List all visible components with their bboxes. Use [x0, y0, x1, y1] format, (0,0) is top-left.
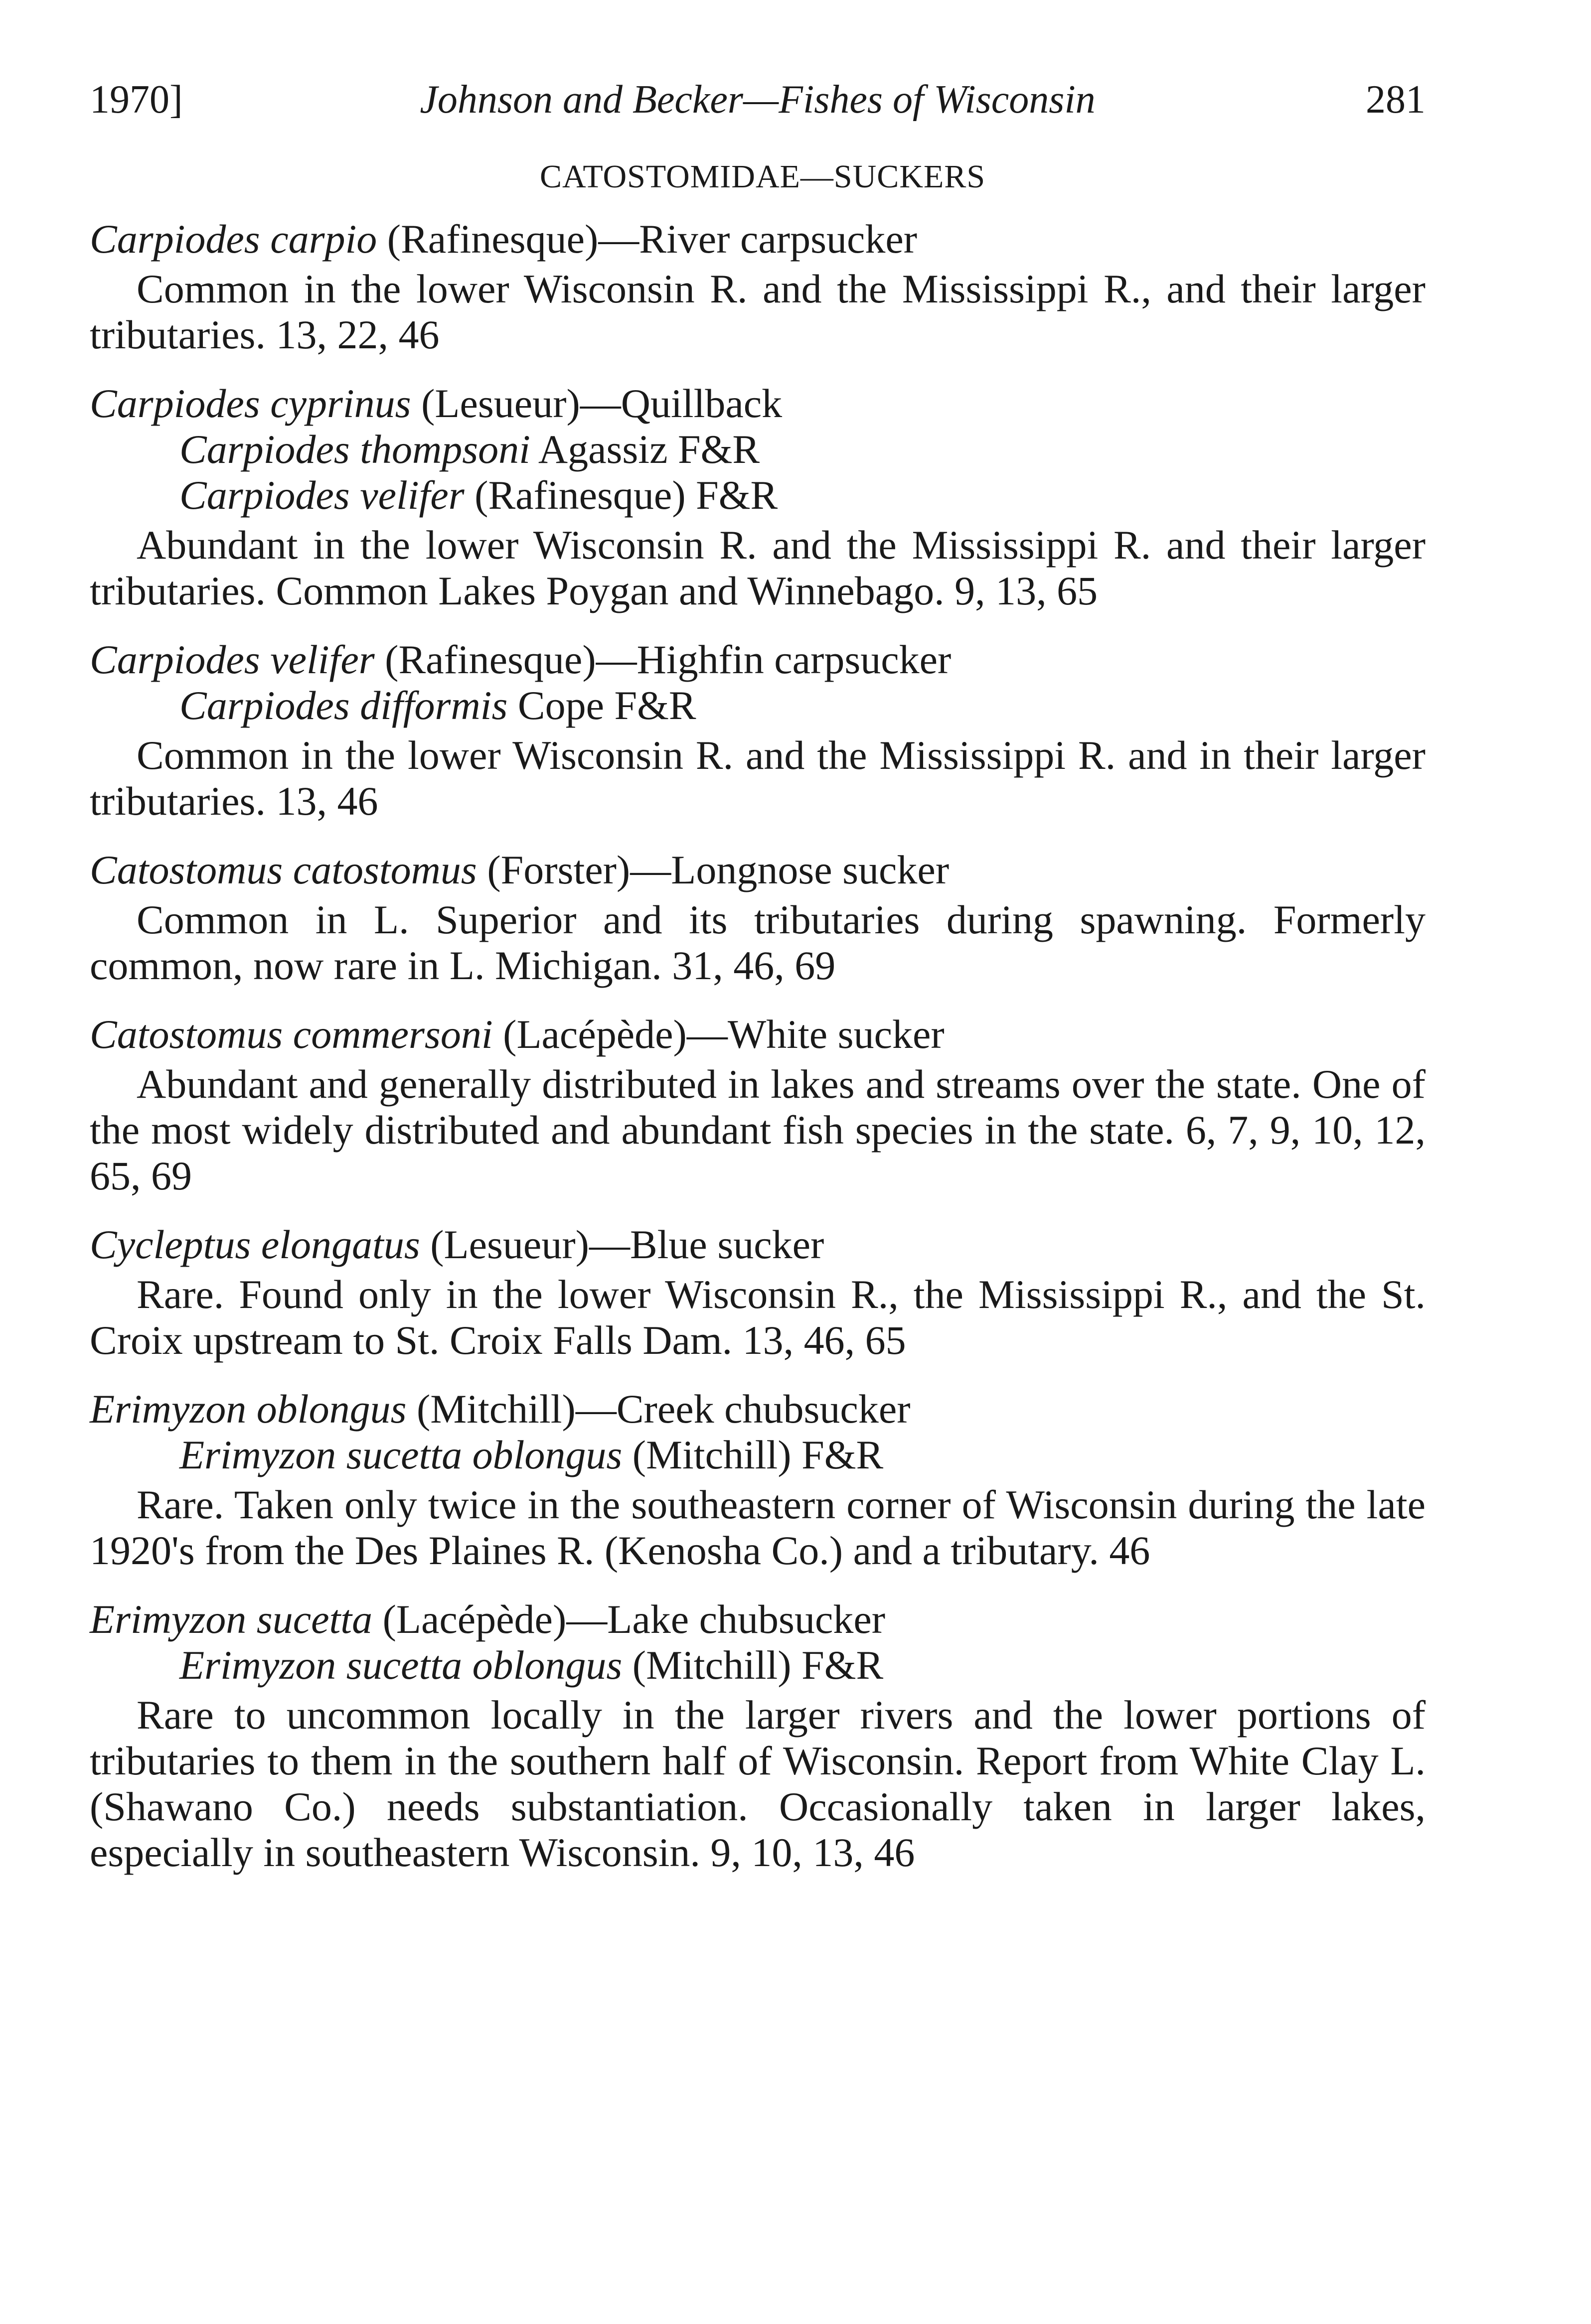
- species-heading: [90, 1386, 1426, 1432]
- author-common-name: (Rafinesque)—River carpsucker: [377, 216, 918, 262]
- synonym-authority: (Rafinesque) F&R: [464, 472, 778, 518]
- author-common-name: (Forster)—Longnose sucker: [477, 847, 950, 892]
- synonym-name: Erimyzon sucetta oblongus: [179, 1432, 623, 1477]
- scientific-name: Catostomus commersoni: [90, 1012, 493, 1057]
- synonym-authority: (Mitchill) F&R: [622, 1642, 884, 1688]
- species-description: Abundant and generally distributed in lakes and streams over the state. One of the most widely distributed and abundant fish species in the state. 6, 7, 9, 10, 12, 65, 69: [90, 1061, 1426, 1198]
- species-entry: [90, 381, 1426, 614]
- synonym-name: Carpiodes difformis: [179, 683, 508, 728]
- synonym-line: [90, 472, 1426, 518]
- scientific-name: Erimyzon oblongus: [90, 1386, 407, 1432]
- species-description: Common in the lower Wisconsin R. and the Mississippi R. and in their larger tributaries. 13, 46: [90, 732, 1426, 824]
- species-entry: [90, 1386, 1426, 1574]
- running-head: [90, 70, 1426, 130]
- species-heading: [90, 637, 1426, 683]
- synonym-line: [90, 1432, 1426, 1478]
- synonym-name: Carpiodes velifer: [179, 472, 465, 518]
- species-entry: [90, 1012, 1426, 1199]
- species-description: Abundant in the lower Wisconsin R. and the Mississippi R. and their larger tributaries. Common Lakes Poygan and Winnebago. 9, 13, 65: [90, 522, 1426, 613]
- running-head-year: 1970]: [90, 78, 183, 122]
- species-heading: [90, 1012, 1426, 1057]
- species-heading: [90, 381, 1426, 427]
- synonym-line: [90, 683, 1426, 728]
- species-entry: [90, 637, 1426, 824]
- species-entry: [90, 1597, 1426, 1876]
- scientific-name: Carpiodes carpio: [90, 216, 377, 262]
- species-list: [90, 216, 1426, 1876]
- synonym-authority: Cope F&R: [507, 683, 696, 728]
- running-head-title: Johnson and Becker—Fishes of Wisconsin: [420, 78, 1096, 122]
- author-common-name: (Mitchill)—Creek chubsucker: [406, 1386, 911, 1432]
- species-heading: [90, 216, 1426, 262]
- species-entry: [90, 847, 1426, 989]
- species-entry: [90, 1222, 1426, 1363]
- scientific-name: Catostomus catostomus: [90, 847, 477, 892]
- section-heading: [90, 154, 1426, 199]
- synonym-line: [90, 427, 1426, 472]
- synonym-authority: (Mitchill) F&R: [622, 1432, 884, 1477]
- synonym-name: Erimyzon sucetta oblongus: [179, 1642, 623, 1688]
- scientific-name: Carpiodes velifer: [90, 637, 375, 682]
- species-description: Rare. Found only in the lower Wisconsin R., the Mississippi R., and the St. Croix upstream to St. Croix Falls Dam. 13, 46, 65: [90, 1272, 1426, 1363]
- synonym-line: [90, 1642, 1426, 1688]
- author-common-name: (Lesueur)—Blue sucker: [420, 1222, 824, 1267]
- heading-separator: —: [800, 158, 834, 195]
- synonym-name: Carpiodes thompsoni: [179, 427, 530, 472]
- species-heading: [90, 1597, 1426, 1642]
- scientific-name: Erimyzon sucetta: [90, 1597, 373, 1642]
- page-number: 281: [1366, 78, 1426, 122]
- synonym-authority: Agassiz F&R: [530, 427, 760, 472]
- species-heading: [90, 1222, 1426, 1268]
- family-common-name: SUCKERS: [833, 158, 986, 195]
- species-description: Rare. Taken only twice in the southeastern corner of Wisconsin during the late 1920's from the Des Plaines R. (Kenosha Co.) and a tributary. 46: [90, 1482, 1426, 1573]
- document-page: [90, 70, 1426, 2272]
- species-description: Rare to uncommon locally in the larger rivers and the lower portions of tributaries to them in the southern half of Wisconsin. Report from White Clay L. (Shawano Co.) needs substantiation. Occasionally taken in larger lakes, especially in southeastern Wisconsin. 9, 10, 13, 46: [90, 1692, 1426, 1875]
- species-description: Common in L. Superior and its tributaries during spawning. Formerly common, now rare in L. Michigan. 31, 46, 69: [90, 897, 1426, 988]
- species-heading: [90, 847, 1426, 893]
- author-common-name: (Rafinesque)—Highfin carpsucker: [374, 637, 952, 682]
- species-entry: [90, 216, 1426, 358]
- author-common-name: (Lacépède)—White sucker: [492, 1012, 945, 1057]
- family-name: CATOSTOMIDAE: [539, 158, 800, 195]
- species-description: Common in the lower Wisconsin R. and the Mississippi R., and their larger tributaries. 13, 22, 46: [90, 266, 1426, 357]
- scientific-name: Carpiodes cyprinus: [90, 381, 411, 426]
- author-common-name: (Lesueur)—Quillback: [411, 381, 783, 426]
- scientific-name: Cycleptus elongatus: [90, 1222, 420, 1267]
- author-common-name: (Lacépède)—Lake chubsucker: [372, 1597, 886, 1642]
